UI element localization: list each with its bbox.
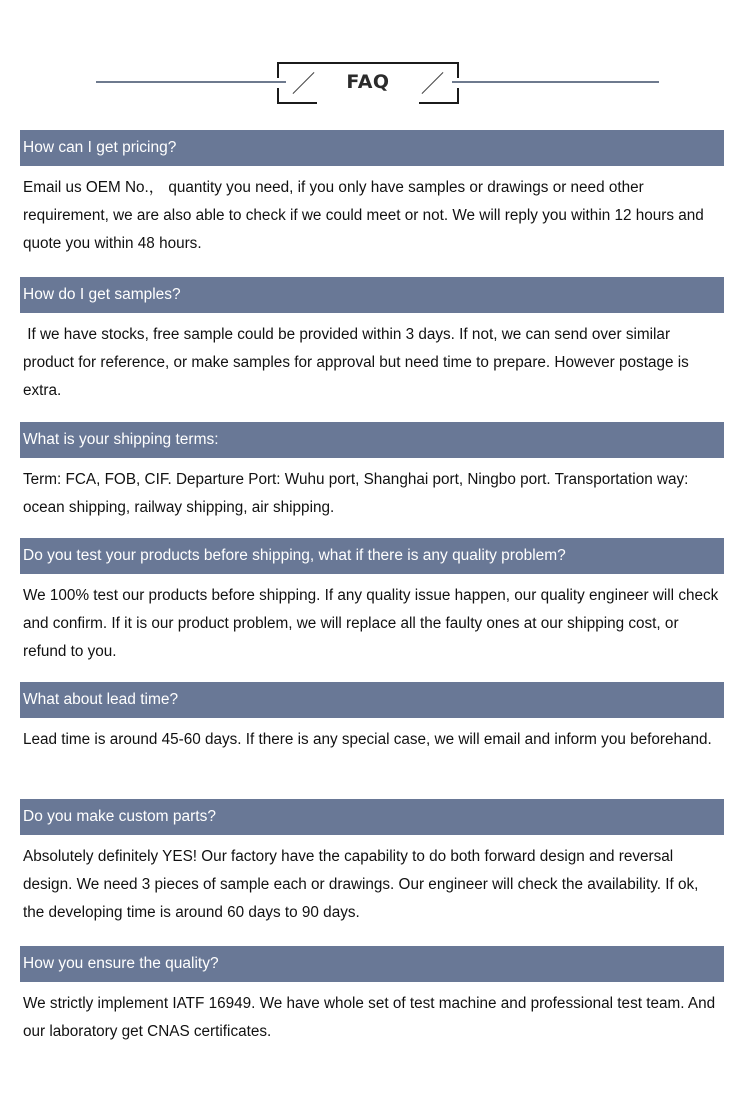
faq-question: How you ensure the quality? [20,946,724,982]
faq-item [20,538,724,666]
faq-header [0,60,750,106]
faq-item [20,799,724,927]
faq-question: Do you test your products before shipping, what if there is any quality problem? [20,538,724,574]
faq-answer: Term: FCA, FOB, CIF. Departure Port: Wuhu port, Shanghai port, Ningbo port. Transportation way: ocean shipping, railway shipping, air shipping. [23,471,689,516]
faq-answer: We 100% test our products before shipping. If any quality issue happen, our quality engineer will check and confirm. If it is our product problem, we will replace all the faulty ones at our shipping cost, or refund to you. [23,587,719,660]
faq-answer: We strictly implement IATF 16949. We have whole set of test machine and professional test team. And our laboratory get CNAS certificates. [23,995,716,1040]
page-title: FAQ [346,71,390,93]
faq-title-frame [277,62,459,104]
faq-item [20,130,724,258]
faq-item [20,682,724,754]
faq-answer: Email us OEM No.， quantity you need, if you only have samples or drawings or need other requirement, we are also able to check if we could meet or not. We will reply you within 12 hours and quote you within 48 hours. [23,179,704,252]
header-divider-right [452,81,659,83]
faq-item [20,277,724,405]
faq-question: Do you make custom parts? [20,799,724,835]
faq-question: What about lead time? [20,682,724,718]
faq-answer: Absolutely definitely YES! Our factory have the capability to do both forward design and reversal design. We need 3 pieces of sample each or drawings. Our engineer will check the availability. If ok, the developing time is around 60 days to 90 days. [23,848,699,921]
faq-question: How do I get samples? [20,277,724,313]
faq-question: How can I get pricing? [20,130,724,166]
faq-item [20,422,724,522]
faq-answer: If we have stocks, free sample could be provided within 3 days. If not, we can send over similar product for reference, or make samples for approval but need time to prepare. However postage is extra. [23,326,694,399]
header-divider-left [96,81,286,83]
faq-question: What is your shipping terms: [20,422,724,458]
faq-answer: Lead time is around 45-60 days. If there is any special case, we will email and inform you beforehand. [23,731,712,748]
faq-item [20,946,724,1046]
